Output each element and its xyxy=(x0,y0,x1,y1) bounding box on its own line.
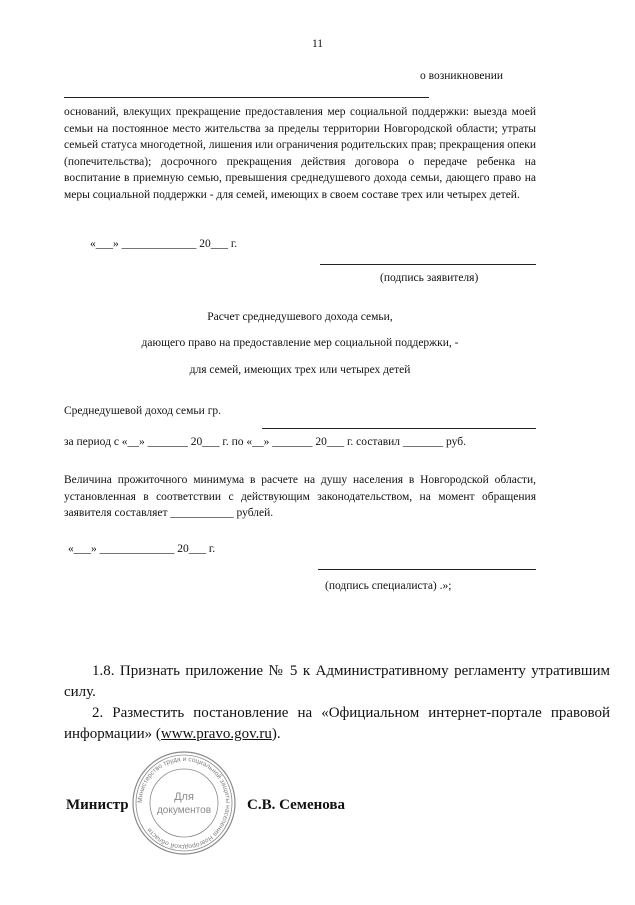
avg-income-label: Среднедушевой доход семьи гр. xyxy=(64,405,222,417)
calc-title-line1: Расчет среднедушевого дохода семьи, xyxy=(207,311,393,323)
grounds-paragraph: оснований, влекущих прекращение предоставления мер социальной поддержки: выезда моей семьи на постоянное место жительства за пределы территории Новгородской области; утраты семьей статуса многодетной, лишения или ограничения родительских прав; прекращения опеки (попечительства); досрочного прекращения действия договора о передаче ребенка на воспитание в приемную семью, превышения среднедушевого дохода семьи, дающего право на меры социальной поддержки - для семей, имеющих в своем составе трех или четырех детей. xyxy=(64,106,536,201)
signature-name: С.В. Семенова xyxy=(247,797,346,813)
signature-title: Министр xyxy=(66,797,129,813)
period-line: за период с «__» _______ 20___ г. по «__» _______ 20___ г. составил _______ руб. xyxy=(64,436,466,448)
item-2-prefix: 2. Разместить постановление на «Официальном интернет-портале правовой информации» ( xyxy=(64,705,610,742)
fill-in-line xyxy=(64,97,429,98)
continuation-text: о возникновении xyxy=(420,70,503,82)
pravo-link[interactable]: www.pravo.gov.ru xyxy=(160,726,272,742)
calc-title-line3: для семей, имеющих трех или четырех детей xyxy=(189,364,411,376)
applicant-signature-line xyxy=(320,264,536,265)
stamp-center-line1: Для xyxy=(174,791,194,803)
date-line-specialist: «___» _____________ 20___ г. xyxy=(68,543,216,555)
date-line-applicant: «___» _____________ 20___ г. xyxy=(90,238,238,250)
stamp-ring-text: Министерство труда и социальной защиты населения Новгородской области xyxy=(136,755,232,851)
specialist-signature-line xyxy=(318,569,536,570)
specialist-signature-caption: (подпись специалиста) .»; xyxy=(325,580,452,592)
item-2-suffix: ). xyxy=(271,726,281,742)
item-2 xyxy=(64,703,610,745)
subsistence-paragraph: Величина прожиточного минимума в расчете на душу населения в Новгородской области, установленная в соответствии с действующим законодательством, на момент обращения заявителя составляет ___________ рублей. xyxy=(64,474,536,520)
stamp-center-line2: документов xyxy=(156,805,212,816)
family-name-line xyxy=(262,428,536,429)
applicant-signature-caption: (подпись заявителя) xyxy=(380,272,479,284)
calc-title-line2: дающего право на предоставление мер социальной поддержки, - xyxy=(141,337,459,349)
page-number: 11 xyxy=(311,38,324,50)
item-1-8: 1.8. Признать приложение № 5 к Административному регламенту утратившим силу. xyxy=(64,663,610,700)
official-stamp xyxy=(131,750,237,856)
